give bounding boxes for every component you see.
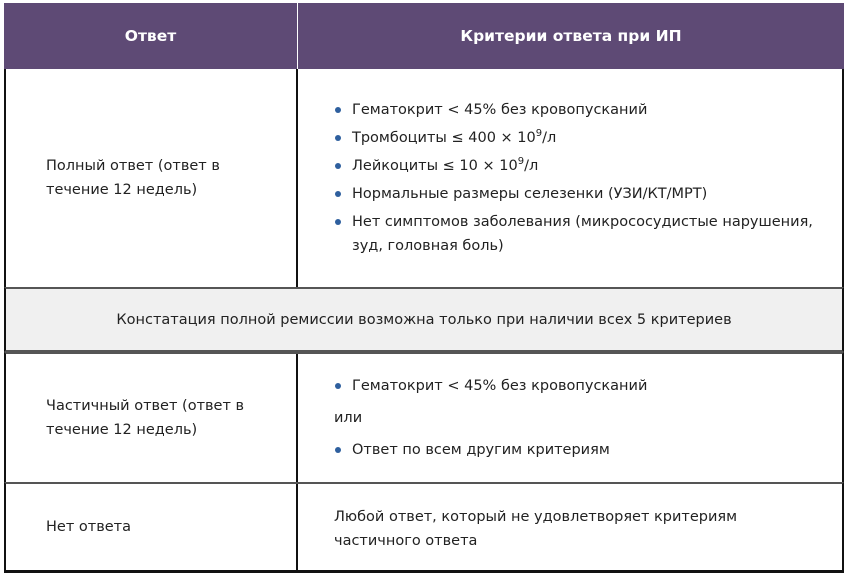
- bullet-icon: [335, 447, 341, 453]
- bullet-icon: [335, 135, 341, 141]
- criteria-cell: [298, 69, 842, 287]
- criteria-item: Гематокрит < 45% без кровопусканий: [334, 374, 822, 398]
- criteria-item: Ответ по всем другим критериям: [334, 438, 822, 462]
- bullet-icon: [335, 219, 341, 225]
- header-response: Ответ: [4, 3, 297, 69]
- bullet-icon: [335, 383, 341, 389]
- response-criteria-table: [4, 3, 844, 573]
- or-label: или: [334, 410, 363, 426]
- criteria-item: Нормальные размеры селезенки (УЗИ/КТ/МРТ): [334, 182, 822, 206]
- response-cell: Полный ответ (ответ в течение 12 недель): [6, 69, 298, 287]
- criteria-list: [334, 94, 822, 262]
- criteria-item: Нет симптомов заболевания (микрососудистые нарушения, зуд, головная боль): [334, 210, 822, 258]
- header-criteria: Критерии ответа при ИП: [298, 3, 844, 69]
- bullet-icon: [335, 163, 341, 169]
- bullet-icon: [335, 191, 341, 197]
- criteria-item: Гематокрит < 45% без кровопусканий: [334, 98, 822, 122]
- criteria-list: [334, 434, 822, 466]
- criteria-item: Тромбоциты ≤ $400 \times 10^9/л$: [334, 126, 822, 150]
- criteria-cell: Любой ответ, который не удовлетворяет критериям частичного ответа: [334, 509, 738, 549]
- bullet-icon: [335, 107, 341, 113]
- criteria-cell: [298, 354, 842, 482]
- remission-note-text: Констатация полной ремиссии возможна только при наличии всех 5 критериев: [116, 311, 732, 328]
- response-cell: Нет ответа: [6, 484, 298, 570]
- remission-note-row: [4, 287, 844, 352]
- criteria-list: [334, 370, 822, 402]
- table-row-partial-response: [4, 352, 844, 482]
- table-header-row: [4, 3, 844, 69]
- table-row-complete-response: [4, 69, 844, 287]
- criteria-item: Лейкоциты ≤ $10 \times 10^9/л$: [334, 154, 822, 178]
- table-row-no-response: [4, 482, 844, 573]
- response-cell: Частичный ответ (ответ в течение 12 недель): [6, 354, 298, 482]
